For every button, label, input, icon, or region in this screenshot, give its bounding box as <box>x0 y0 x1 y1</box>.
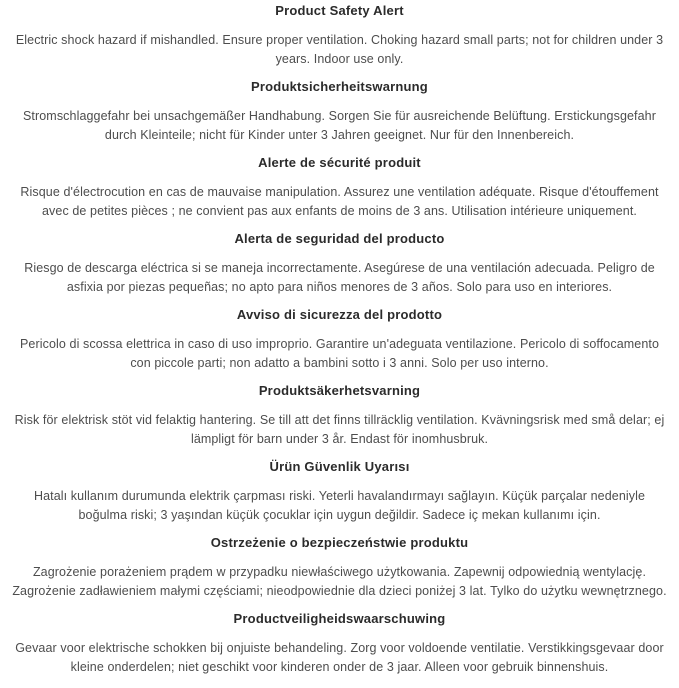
section-body-german: Stromschlaggefahr bei unsachgemäßer Handhabung. Sorgen Sie für ausreichende Belüftung. Erstickungsgefahr durch Kleinteile; nicht für Kinder unter 3 Jahren geeignet. Nur für den Innenbereich. <box>22 109 656 142</box>
section-body-spanish: Riesgo de descarga eléctrica si se maneja incorrectamente. Asegúrese de una ventilación adecuada. Peligro de asfixia por piezas pequeñas; no apto para niños menores de 3 años. Solo para uso en interiores. <box>24 261 655 294</box>
section-heading-french: Alerte de sécurité produit <box>258 155 421 170</box>
section-body-swedish: Risk för elektrisk stöt vid felaktig hantering. Se till att det finns tillräcklig ventilation. Kvävningsrisk med små delar; ej lämpligt för barn under 3 år. Endast för inomhusbruk. <box>14 413 665 446</box>
safety-section-swedish <box>8 381 671 449</box>
section-heading-dutch: Productveiligheidswaarschuwing <box>233 611 446 626</box>
safety-section-english <box>8 1 671 69</box>
section-body-english: Electric shock hazard if mishandled. Ensure proper ventilation. Choking hazard small parts; not for children under 3 years. Indoor use only. <box>15 33 664 66</box>
safety-section-german <box>8 77 671 145</box>
safety-section-polish <box>8 533 671 601</box>
safety-section-spanish <box>8 229 671 297</box>
section-heading-italian: Avviso di sicurezza del prodotto <box>236 307 443 322</box>
section-body-french: Risque d'électrocution en cas de mauvaise manipulation. Assurez une ventilation adéquate. Risque d'étouffement avec de petites pièces ; ne convient pas aux enfants de moins de 3 ans. Utilisation intérieure uniquement. <box>20 185 659 218</box>
safety-section-italian <box>8 305 671 373</box>
section-heading-english: Product Safety Alert <box>275 3 404 18</box>
section-body-italian: Pericolo di scossa elettrica in caso di uso improprio. Garantire un'adeguata ventilazione. Pericolo di soffocamento con piccole parti; non adatto a bambini sotto i 3 anni. Solo per uso interno. <box>20 337 659 370</box>
section-body-polish: Zagrożenie porażeniem prądem w przypadku niewłaściwego użytkowania. Zapewnij odpowiednią wentylację. Zagrożenie zadławieniem małymi częściami; nieodpowiednie dla dzieci poniżej 3 lat. Tylko do użytku wewnętrznego. <box>12 565 667 598</box>
section-heading-spanish: Alerta de seguridad del producto <box>234 231 445 246</box>
section-heading-swedish: Produktsäkerhetsvarning <box>258 383 421 398</box>
safety-section-turkish <box>8 457 671 525</box>
safety-section-dutch <box>8 609 671 677</box>
section-body-turkish: Hatalı kullanım durumunda elektrik çarpması riski. Yeterli havalandırmayı sağlayın. Küçük parçalar nedeniyle boğulma riski; 3 yaşından küçük çocuklar için uygun değildir. Sadece iç mekan kullanımı için. <box>33 489 646 522</box>
section-heading-german: Produktsicherheitswarnung <box>251 79 428 94</box>
section-heading-polish: Ostrzeżenie o bezpieczeństwie produktu <box>210 535 469 550</box>
safety-section-french <box>8 153 671 221</box>
section-heading-turkish: Ürün Güvenlik Uyarısı <box>269 459 410 474</box>
section-body-dutch: Gevaar voor elektrische schokken bij onjuiste behandeling. Zorg voor voldoende ventilatie. Verstikkingsgevaar door kleine onderdelen; niet geschikt voor kinderen onder de 3 jaar. Alleen voor gebruik binnenshuis. <box>15 641 664 674</box>
